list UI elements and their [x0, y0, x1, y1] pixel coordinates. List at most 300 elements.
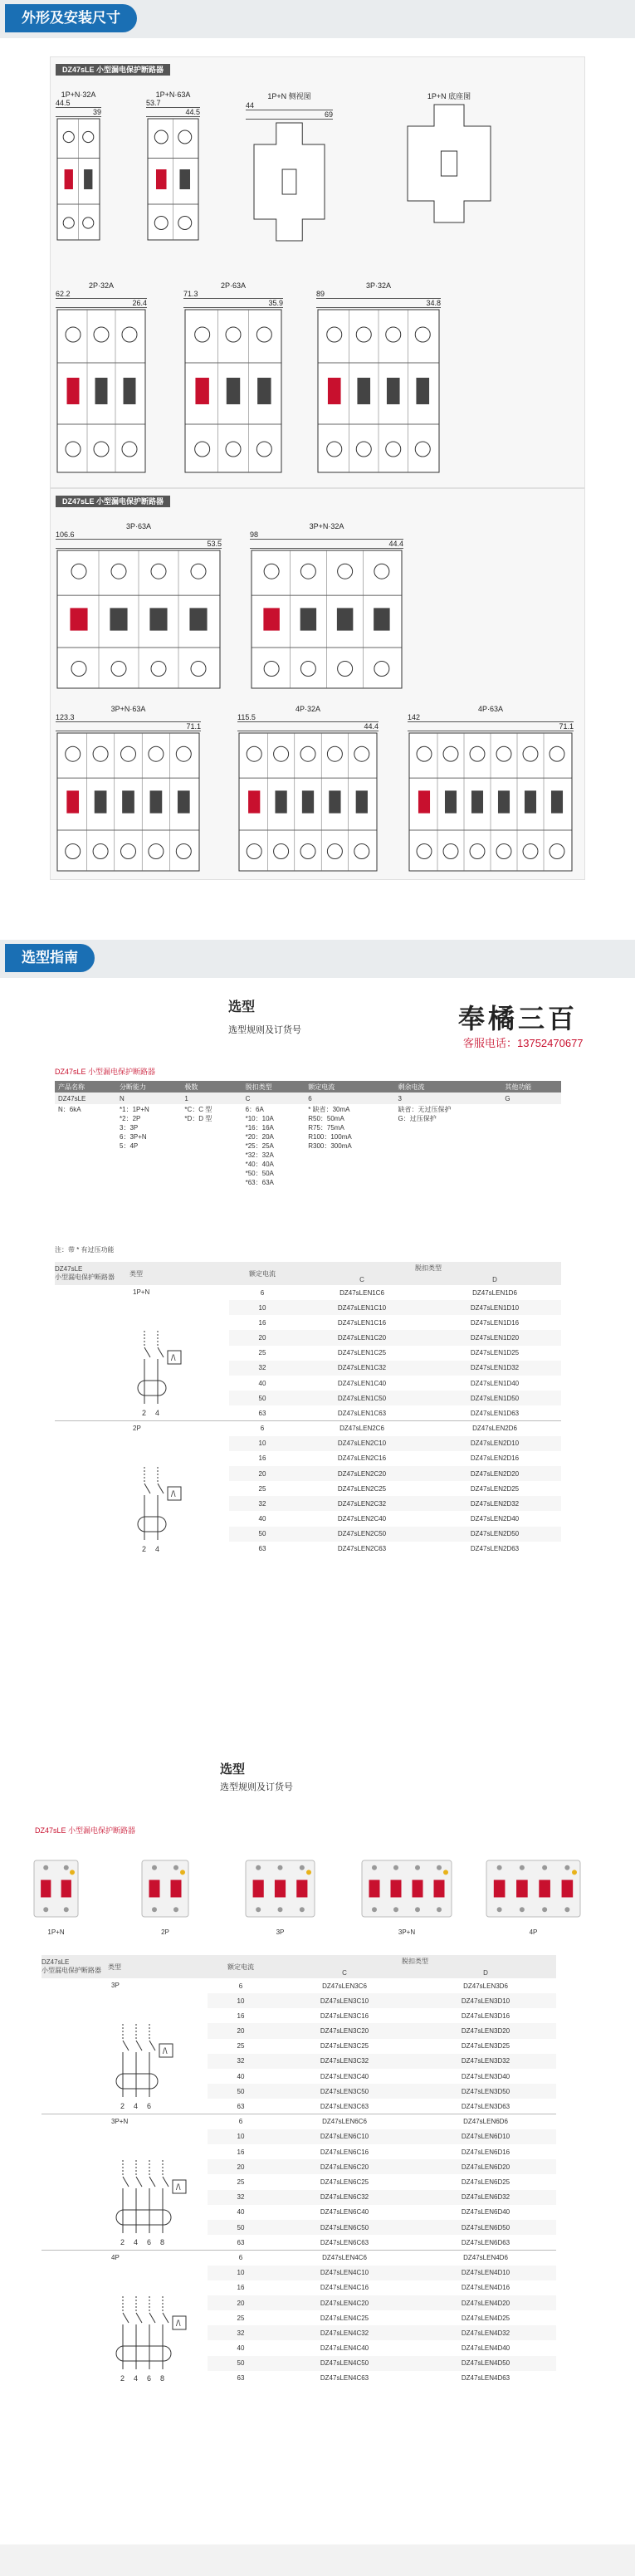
order-code: DZ47sLEN2C40: [337, 1515, 387, 1523]
spec-code: N: [116, 1092, 181, 1104]
breaker-photo: [33, 1860, 79, 1918]
page-footer: [0, 2544, 635, 2576]
order-code: DZ47sLEN6D20: [415, 2159, 556, 2174]
order-code: DZ47sLEN3C6: [322, 1982, 367, 1990]
order-header: C: [274, 1967, 415, 1978]
order-code: DZ47sLEN4C20: [274, 2295, 415, 2310]
spec-header: 分断能力: [116, 1081, 181, 1092]
order-code: DZ47sLEN2D40: [470, 1515, 520, 1523]
dimension-value: 53.7: [146, 99, 200, 108]
svg-text:/\: /\: [176, 2319, 181, 2329]
dimension-drawing: [56, 705, 201, 875]
order-code: DZ47sLEN6C16: [320, 2148, 369, 2156]
breaker-drawing: [56, 117, 101, 242]
order-code: DZ47sLEN2C20: [296, 1466, 428, 1481]
order-code: DZ47sLEN3D40: [461, 2072, 510, 2080]
rated-current: 50: [208, 2220, 274, 2235]
table-row: [42, 2114, 556, 2129]
dimension-value: 106.6: [56, 530, 222, 540]
dimension-value: 71.3: [183, 290, 283, 299]
order-code: DZ47sLEN4D20: [415, 2295, 556, 2310]
group-type: 2P: [133, 1425, 141, 1432]
side-view-drawing: [246, 120, 333, 244]
dimension-value: 26.4: [56, 299, 147, 308]
spec-option: * 缺省：30mA: [308, 1106, 350, 1113]
rated-current: 32: [229, 1361, 296, 1376]
dimension-value: 44.4: [237, 722, 379, 731]
order-code: DZ47sLEN6C25: [320, 2178, 369, 2186]
order-code: DZ47sLEN3C10: [274, 1993, 415, 2008]
order-code: DZ47sLEN4C63: [320, 2374, 369, 2383]
wiring-diagram: [111, 2293, 198, 2384]
section-title: 选型指南: [5, 944, 95, 972]
rated-current: 16: [258, 1318, 266, 1327]
svg-text:4: 4: [134, 2374, 139, 2383]
product-label: 2P: [161, 1928, 169, 1936]
order-header: DZ47sLE 小型漏电保护断路器: [42, 1955, 108, 1978]
breaker-photo: [486, 1860, 581, 1918]
spec-col: [116, 1104, 181, 1188]
table-row: [55, 1285, 561, 1300]
order-code: DZ47sLEN4D63: [461, 2374, 510, 2383]
order-code: DZ47sLEN2D20: [428, 1466, 561, 1481]
order-header: D: [428, 1273, 561, 1285]
order-code: DZ47sLEN2C10: [296, 1436, 428, 1451]
order-code: DZ47sLEN4C10: [274, 2266, 415, 2280]
rated-current: 32: [208, 2054, 274, 2069]
product-images-row: [33, 1860, 598, 1934]
order-code: DZ47sLEN2D32: [428, 1496, 561, 1511]
order-header: C: [296, 1273, 428, 1285]
order-code: DZ47sLEN2C16: [337, 1454, 387, 1463]
breaker-drawing: [56, 549, 222, 690]
dimension-drawing: [146, 90, 200, 244]
rated-current: 32: [208, 2190, 274, 2205]
spec-option: 5：4P: [120, 1142, 139, 1150]
product-image: [245, 1860, 315, 1936]
spec-option: *25：25A: [245, 1142, 274, 1150]
svg-text:2: 2: [142, 1409, 147, 1417]
rated-current: 63: [237, 2374, 245, 2383]
svg-text:4: 4: [155, 1545, 160, 1553]
product-bar: DZ47sLE 小型漏电保护断路器: [56, 496, 170, 507]
group-type: 1P+N: [133, 1288, 150, 1296]
svg-text:/\: /\: [176, 2183, 181, 2192]
order-code: DZ47sLEN1C25: [337, 1349, 387, 1357]
drawing-title: 2P·32A: [88, 281, 115, 290]
order-code: DZ47sLEN2C25: [337, 1484, 387, 1493]
dimension-drawing: [56, 281, 147, 477]
product-label: DZ47sLE 小型漏电保护断路器: [55, 1068, 156, 1076]
spec-option: *20：20A: [245, 1133, 274, 1141]
wiring-diagram: [111, 2157, 198, 2248]
order-code: DZ47sLEN4C16: [320, 2284, 369, 2292]
spec-option: R100：100mA: [308, 1133, 352, 1141]
spec-header: 剩余电流: [395, 1081, 502, 1092]
product-image: [361, 1860, 452, 1936]
breaker-drawing: [56, 308, 147, 474]
order-code: DZ47sLEN2D63: [470, 1545, 520, 1553]
order-code: DZ47sLEN3D6: [463, 1982, 508, 1990]
rated-current: 6: [208, 2251, 274, 2266]
group-type: 3P+N: [111, 2118, 129, 2125]
rated-current: 63: [258, 1409, 266, 1417]
rated-current: 40: [237, 2344, 245, 2353]
order-code: DZ47sLEN4D40: [461, 2344, 510, 2353]
breaker-drawing: [408, 731, 574, 873]
order-code: DZ47sLEN6D63: [461, 2238, 510, 2246]
dimension-value: 34.8: [316, 299, 441, 308]
product-image: [486, 1860, 581, 1936]
rated-current: 16: [237, 2011, 245, 2020]
order-code: DZ47sLEN4C6: [274, 2251, 415, 2266]
rated-current: 40: [237, 2072, 245, 2080]
order-code: DZ47sLEN4D50: [415, 2356, 556, 2371]
spec-code: 6: [305, 1092, 394, 1104]
product-image: [141, 1860, 189, 1936]
drawing-title: 1P+N 侧视图: [267, 92, 311, 100]
order-code: DZ47sLEN1C10: [296, 1300, 428, 1315]
product-label: 4P: [529, 1928, 538, 1936]
spec-option: *50：50A: [245, 1170, 274, 1177]
drawing-title: 4P·32A: [295, 705, 321, 713]
dimension-drawing: [246, 90, 333, 247]
rated-current: 20: [208, 2023, 274, 2038]
order-header: 额定电流: [208, 1955, 274, 1978]
spec-header: 其他功能: [501, 1081, 561, 1092]
dimension-value: 71.1: [56, 722, 201, 731]
order-code: DZ47sLEN1C6: [339, 1288, 384, 1297]
order-code: DZ47sLEN6C6: [274, 2114, 415, 2129]
table-row: [42, 2251, 556, 2266]
dimension-drawing: [250, 522, 403, 692]
dimension-value: 35.9: [183, 299, 283, 308]
spec-header: 额定电流: [305, 1081, 394, 1092]
order-header: DZ47sLE 小型漏电保护断路器: [55, 1262, 129, 1285]
rated-current: 6: [229, 1421, 296, 1436]
order-code: DZ47sLEN6D10: [415, 2129, 556, 2144]
spec-option: R300：300mA: [308, 1142, 352, 1150]
dimension-value: 115.5: [237, 713, 379, 722]
product-label: 3P: [276, 1928, 285, 1936]
rated-current: 50: [208, 2084, 274, 2099]
order-code: DZ47sLEN3D63: [461, 2102, 510, 2110]
svg-text:8: 8: [160, 2374, 165, 2383]
order-code: DZ47sLEN3C50: [274, 2084, 415, 2099]
order-code: DZ47sLEN2C6: [296, 1421, 428, 1436]
order-code: DZ47sLEN1C32: [296, 1361, 428, 1376]
drawing-title: 1P+N·32A: [61, 90, 96, 99]
rated-current: 20: [229, 1466, 296, 1481]
order-code: DZ47sLEN3C63: [320, 2102, 369, 2110]
spec-code: 3: [395, 1092, 502, 1104]
drawing-title: 2P·63A: [220, 281, 247, 290]
rated-current: 10: [208, 1993, 274, 2008]
order-code: DZ47sLEN2C32: [296, 1496, 428, 1511]
svg-text:/\: /\: [171, 1354, 176, 1363]
order-code: DZ47sLEN6D25: [461, 2178, 510, 2186]
rated-current: 50: [208, 2356, 274, 2371]
selection-guide-1: [50, 988, 606, 1752]
breaker-drawing: [183, 308, 283, 474]
drawing-card-1: [50, 56, 585, 488]
order-header: 脱扣类型: [274, 1955, 556, 1967]
spec-note: 注：带 * 有过压功能: [55, 1246, 115, 1254]
wiring-diagram: [133, 1464, 193, 1555]
rated-current: 10: [229, 1436, 296, 1451]
spec-option: G：过压保护: [398, 1115, 437, 1122]
rated-current: 16: [258, 1454, 266, 1463]
order-header: 类型: [108, 1955, 208, 1978]
rated-current: 63: [258, 1545, 266, 1553]
order-code: DZ47sLEN3D20: [415, 2023, 556, 2038]
guide-title: 选型: [220, 1762, 246, 1777]
rated-current: 16: [237, 2284, 245, 2292]
drawing-title: 3P+N·63A: [110, 705, 146, 713]
order-header: 额定电流: [229, 1262, 296, 1285]
spec-col: [55, 1104, 116, 1188]
order-code: DZ47sLEN2D6: [428, 1421, 561, 1436]
spec-table: [55, 1081, 561, 1188]
order-header: 类型: [129, 1262, 229, 1285]
group-type: 3P: [111, 1982, 120, 1989]
spec-col: [395, 1104, 502, 1188]
dimension-value: 69: [246, 110, 333, 120]
order-code: DZ47sLEN3D16: [461, 2011, 510, 2020]
svg-text:2: 2: [120, 2102, 125, 2110]
order-code: DZ47sLEN3D32: [415, 2054, 556, 2069]
table-row: [42, 1978, 556, 1993]
order-code: DZ47sLEN3D25: [461, 2042, 510, 2051]
dimension-value: 53.5: [56, 540, 222, 549]
spec-option: R75：75mA: [308, 1124, 344, 1132]
rated-current: 10: [208, 2266, 274, 2280]
spec-option: R50：50mA: [308, 1115, 344, 1122]
drawing-title: 1P+N·63A: [155, 90, 191, 99]
order-code: DZ47sLEN6C10: [274, 2129, 415, 2144]
rated-current: 32: [229, 1496, 296, 1511]
dimension-value: 44.5: [146, 108, 200, 117]
dimension-drawing: [399, 90, 499, 228]
svg-text:4: 4: [134, 2238, 139, 2246]
drawing-title: 3P+N·32A: [309, 522, 344, 530]
rated-current: 25: [258, 1349, 266, 1357]
rated-current: 63: [237, 2102, 245, 2110]
spec-col: [242, 1104, 305, 1188]
rated-current: 40: [258, 1515, 266, 1523]
order-code: DZ47sLEN6D16: [461, 2148, 510, 2156]
order-code: DZ47sLEN6C20: [274, 2159, 415, 2174]
side-view-drawing: [399, 101, 499, 226]
order-header: D: [415, 1967, 556, 1978]
order-code: DZ47sLEN4D32: [415, 2325, 556, 2340]
breaker-drawing: [56, 731, 201, 873]
spec-option: 6：3P+N: [120, 1133, 147, 1141]
svg-text:/\: /\: [171, 1490, 176, 1499]
rated-current: 20: [208, 2159, 274, 2174]
rated-current: 20: [229, 1330, 296, 1345]
order-code: DZ47sLEN1D16: [470, 1318, 520, 1327]
order-code: DZ47sLEN6C32: [274, 2190, 415, 2205]
svg-text:2: 2: [142, 1545, 147, 1553]
order-code: DZ47sLEN3D50: [415, 2084, 556, 2099]
order-code: DZ47sLEN2C50: [296, 1527, 428, 1542]
spec-col: [305, 1104, 394, 1188]
shop-watermark-phone: 客服电话：13752470677: [463, 1037, 584, 1049]
svg-text:6: 6: [147, 2238, 152, 2246]
spec-option: *40：40A: [245, 1161, 274, 1168]
rated-current: 16: [237, 2148, 245, 2156]
section-title: 外形及安装尺寸: [5, 4, 137, 32]
svg-text:4: 4: [155, 1409, 160, 1417]
svg-text:2: 2: [120, 2238, 125, 2246]
dimension-value: 62.2: [56, 290, 147, 299]
order-code: DZ47sLEN4D16: [461, 2284, 510, 2292]
spec-code: C: [242, 1092, 305, 1104]
spec-option: *1：1P+N: [120, 1106, 149, 1113]
dimension-value: 44.5: [56, 99, 101, 108]
order-code: DZ47sLEN4C50: [274, 2356, 415, 2371]
dimension-value: 89: [316, 290, 441, 299]
spec-header: 极数: [181, 1081, 242, 1092]
order-code: DZ47sLEN4D25: [461, 2314, 510, 2322]
dimension-drawing: [316, 281, 441, 477]
order-code: DZ47sLEN3C25: [320, 2042, 369, 2051]
product-label: DZ47sLE 小型漏电保护断路器: [35, 1826, 136, 1835]
spec-option: *2：2P: [120, 1115, 141, 1122]
svg-text:/\: /\: [163, 2047, 168, 2056]
rated-current: 40: [258, 1379, 266, 1387]
section-header-dimensions: [0, 0, 635, 38]
rated-current: 50: [229, 1391, 296, 1405]
rated-current: 63: [237, 2238, 245, 2246]
order-table: [55, 1262, 561, 1557]
guide-subtitle: 选型规则及订货号: [220, 1782, 293, 1792]
drawing-title: 4P·63A: [477, 705, 504, 713]
rated-current: 10: [208, 2129, 274, 2144]
spec-option: *32：32A: [245, 1151, 274, 1159]
order-table: [42, 1955, 556, 2386]
dimension-value: 98: [250, 530, 403, 540]
spec-option: *63：63A: [245, 1179, 274, 1186]
order-code: DZ47sLEN1C20: [296, 1330, 428, 1345]
dimension-value: 39: [56, 108, 101, 117]
guide-subtitle: 选型规则及订货号: [228, 1025, 301, 1035]
dimension-drawing: [56, 90, 101, 244]
order-code: DZ47sLEN1D25: [470, 1349, 520, 1357]
spec-option: *D：D 型: [184, 1115, 212, 1122]
shop-watermark-name: 奉橘三百: [458, 1003, 579, 1034]
order-table-2: [42, 1955, 556, 2386]
spec-option: *C：C 型: [184, 1106, 212, 1113]
product-bar: DZ47sLE 小型漏电保护断路器: [56, 64, 170, 76]
order-code: DZ47sLEN3C16: [320, 2011, 369, 2020]
order-code: DZ47sLEN1D40: [470, 1379, 520, 1387]
order-table-1: [55, 1262, 561, 1557]
breaker-photo: [361, 1860, 452, 1918]
product-image: [33, 1860, 79, 1936]
spec-option: 3：3P: [120, 1124, 139, 1132]
spec-col: [181, 1104, 242, 1188]
order-code: DZ47sLEN6C63: [320, 2238, 369, 2246]
rated-current: 6: [208, 2114, 274, 2129]
svg-text:6: 6: [147, 2374, 152, 2383]
order-code: DZ47sLEN6D50: [415, 2220, 556, 2235]
order-code: DZ47sLEN2D16: [470, 1454, 520, 1463]
order-code: DZ47sLEN6D40: [461, 2208, 510, 2217]
spec-code: 1: [181, 1092, 242, 1104]
spec-option: *10：10A: [245, 1115, 274, 1122]
order-code: DZ47sLEN1D63: [470, 1409, 520, 1417]
rated-current: 10: [229, 1300, 296, 1315]
dimension-value: 44: [246, 101, 333, 110]
breaker-photo: [141, 1860, 189, 1918]
drawing-title: 3P·32A: [365, 281, 392, 290]
spec-option: N：6kA: [58, 1106, 81, 1113]
rated-current: 50: [229, 1527, 296, 1542]
dimension-value: 44.4: [250, 540, 403, 549]
spec-option: 6：6A: [245, 1106, 264, 1113]
order-code: DZ47sLEN4C32: [274, 2325, 415, 2340]
breaker-drawing: [250, 549, 403, 690]
breaker-drawing: [146, 117, 200, 242]
section-header-selection: [0, 940, 635, 978]
drawing-title: 1P+N 底座图: [427, 92, 471, 100]
order-code: DZ47sLEN2D25: [470, 1484, 520, 1493]
order-code: DZ47sLEN1C50: [296, 1391, 428, 1405]
order-code: DZ47sLEN3D10: [415, 1993, 556, 2008]
dimension-drawing: [237, 705, 379, 875]
rated-current: 32: [208, 2325, 274, 2340]
svg-text:2: 2: [120, 2374, 125, 2383]
selection-guide-2: [35, 1752, 606, 2524]
drawing-title: 3P·63A: [125, 522, 152, 530]
order-code: DZ47sLEN6D6: [415, 2114, 556, 2129]
guide-title: 选型: [228, 1000, 256, 1014]
order-code: DZ47sLEN4C40: [320, 2344, 369, 2353]
rated-current: 20: [208, 2295, 274, 2310]
spec-header: 产品名称: [55, 1081, 116, 1092]
drawing-card-2: [50, 488, 585, 880]
order-code: DZ47sLEN3C40: [320, 2072, 369, 2080]
order-code: DZ47sLEN3C20: [274, 2023, 415, 2038]
rated-current: 25: [237, 2314, 245, 2322]
rated-current: 25: [237, 2178, 245, 2186]
order-code: DZ47sLEN1D32: [428, 1361, 561, 1376]
table-row: [55, 1421, 561, 1436]
spec-code: G: [501, 1092, 561, 1104]
order-code: DZ47sLEN1C40: [337, 1379, 387, 1387]
breaker-drawing: [237, 731, 379, 873]
svg-text:6: 6: [147, 2102, 152, 2110]
dimension-drawing: [408, 705, 574, 875]
order-code: DZ47sLEN2C63: [337, 1545, 387, 1553]
order-code: DZ47sLEN6D32: [415, 2190, 556, 2205]
dimension-value: 123.3: [56, 713, 201, 722]
wiring-diagram: [111, 2021, 184, 2112]
group-type: 4P: [111, 2254, 120, 2261]
dimension-value: 71.1: [408, 722, 574, 731]
order-code: DZ47sLEN2D10: [428, 1436, 561, 1451]
order-code: DZ47sLEN4D10: [415, 2266, 556, 2280]
order-code: DZ47sLEN6C40: [320, 2208, 369, 2217]
order-code: DZ47sLEN3C32: [274, 2054, 415, 2069]
order-code: DZ47sLEN1D10: [428, 1300, 561, 1315]
rated-current: 6: [238, 1982, 243, 1990]
dimension-drawing: [183, 281, 283, 477]
breaker-drawing: [316, 308, 441, 474]
rated-current: 25: [237, 2042, 245, 2051]
